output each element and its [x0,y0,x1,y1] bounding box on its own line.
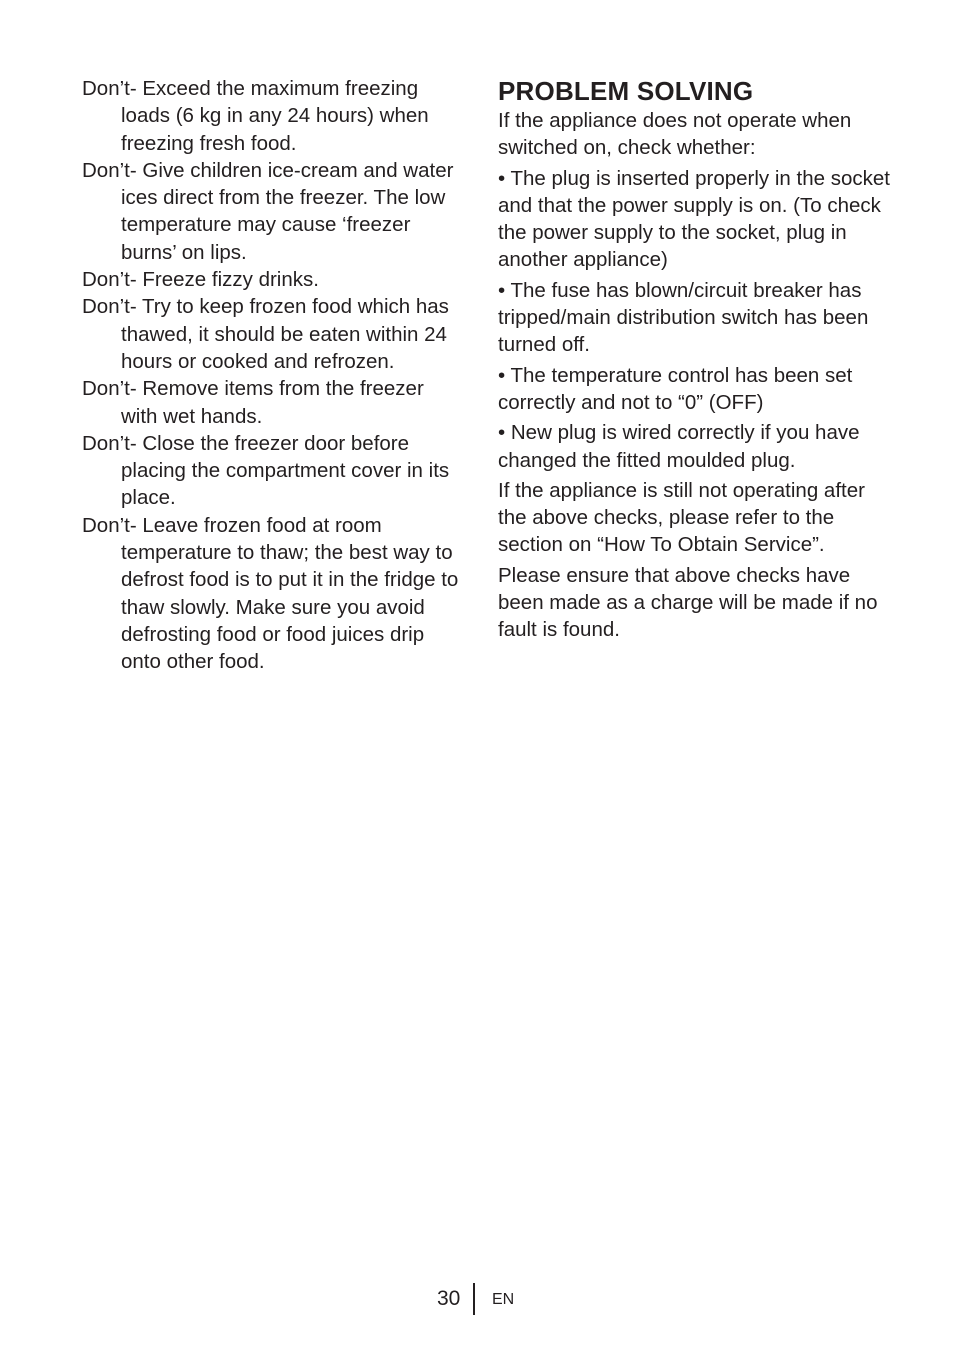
page-number: 30 [437,1287,461,1310]
language-code: EN [492,1291,515,1308]
page-footer [0,1283,954,1315]
check-item: • The plug is inserted properly in the socket and that the power supply is on. (To check the power supply to the socket, plug in another appliance) [498,166,890,272]
right-column [498,75,890,647]
dont-item: Don’t- Close the freezer door before placing the compartment cover in its place. [82,431,450,510]
check-item: • New plug is wired correctly if you have changed the fitted moulded plug. [498,421,860,472]
footer-divider [473,1283,475,1315]
paragraph: If the appliance is still not operating after the above checks, please refer to the section on “How To Obtain Service”. [498,478,865,557]
paragraph: If the appliance does not operate when switched on, check whether: [498,109,852,160]
dont-item: Don’t- Remove items from the freezer with wet hands. [82,377,424,428]
paragraph: Please ensure that above checks have been made as a charge will be made if no fault is found. [498,563,878,642]
left-column [82,75,464,676]
check-item: • The fuse has blown/circuit breaker has tripped/main distribution switch has been turned off. [498,278,869,357]
dont-item: Don’t- Give children ice-cream and water ices direct from the freezer. The low temperature may cause ‘freezer burns’ on lips. [82,158,454,264]
dont-item: Don’t- Freeze fizzy drinks. [82,268,319,292]
check-item: • The temperature control has been set correctly and not to “0” (OFF) [498,363,853,414]
section-heading: PROBLEM SOLVING [498,76,754,106]
dont-item: Don’t- Try to keep frozen food which has thawed, it should be eaten within 24 hours or cooked and refrozen. [82,295,449,373]
dont-item: Don’t- Exceed the maximum freezing loads (6 kg in any 24 hours) when freezing fresh food. [82,77,429,155]
dont-item: Don’t- Leave frozen food at room temperature to thaw; the best way to defrost food is to put it in the fridge to thaw slowly. Make sure you avoid defrosting food or food juices drip onto other food. [82,513,459,674]
